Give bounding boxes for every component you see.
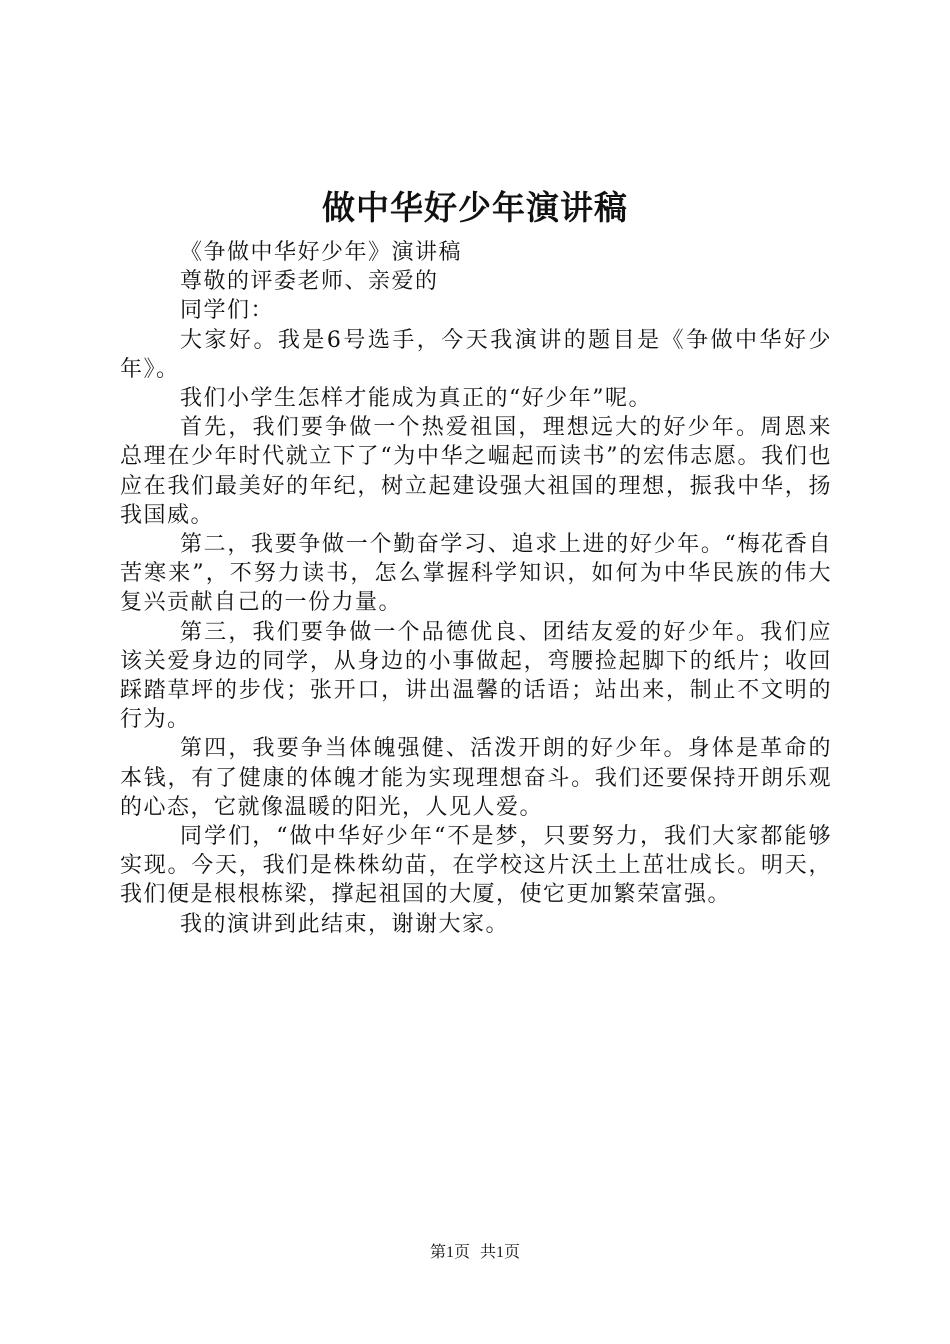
paragraph-speech-heading: 《争做中华好少年》演讲稿 [180, 240, 463, 265]
page-number: 第1页 [429, 1244, 470, 1261]
paragraph-fourth-point: 第四，我要争当体魄强健、活泼开朗的好少年。身体是革命的本钱，有了健康的体魄才能为实现理想奋斗。我们还要保持开朗乐观的心态，它就像温暖的阳光，人见人爱。 [120, 736, 832, 820]
paragraph-question: 我们小学生怎样才能成为真正的“好少年”呢。 [180, 386, 652, 412]
page-total: 共1页 [480, 1244, 521, 1261]
document-title: 做中华好少年演讲稿 [322, 188, 628, 227]
document-body [120, 238, 832, 939]
paragraph-salutation-2: 同学们： [180, 298, 275, 324]
paragraph-salutation-1: 尊敬的评委老师、亲爱的 [180, 269, 439, 295]
paragraph-conclusion: 同学们，“做中华好少年“不是梦，只要努力，我们大家都能够实现。今天，我们是株株幼苗，在学校这片沃土上茁壮成长。明天，我们便是根根栋梁，撑起祖国的大厦，使它更加繁荣富强。 [120, 824, 832, 908]
paragraph-first-point: 首先，我们要争做一个热爱祖国，理想远大的好少年。周恩来总理在少年时代就立下了“为中华之崛起而读书”的宏伟志愿。我们也应在我们最美好的年纪，树立起建设强大祖国的理想，振我中华，扬我国威。 [120, 415, 832, 528]
page-footer [0, 1242, 950, 1264]
paragraph-greeting: 大家好。我是6号选手，今天我演讲的题目是《争做中华好少年》。 [120, 327, 832, 382]
paragraph-second-point: 第二，我要争做一个勤奋学习、追求上进的好少年。“梅花香自苦寒来”，不努力读书，怎么掌握科学知识，如何为中华民族的伟大复兴贡献自己的一份力量。 [120, 532, 832, 616]
paragraph-third-point: 第三，我们要争做一个品德优良、团结友爱的好少年。我们应该关爱身边的同学，从身边的小事做起，弯腰捡起脚下的纸片；收回踩踏草坪的步伐；张开口，讲出温馨的话语；站出来，制止不文明的行为。 [120, 619, 832, 733]
paragraph-closing: 我的演讲到此结束，谢谢大家。 [180, 911, 510, 937]
